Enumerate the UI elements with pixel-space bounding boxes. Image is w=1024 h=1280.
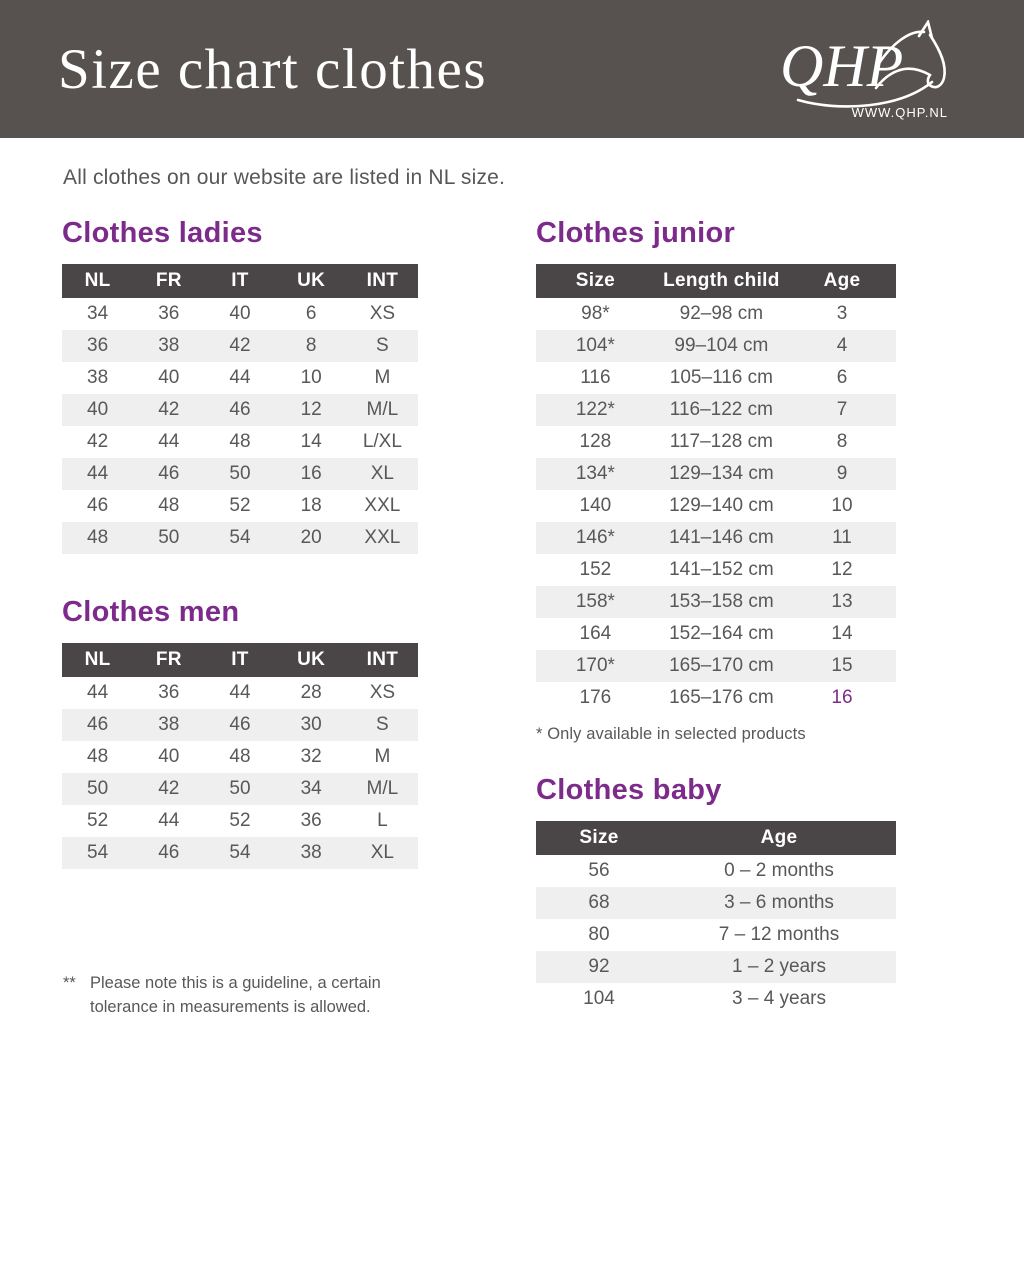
table-row xyxy=(62,677,418,709)
table-cell: 152 xyxy=(536,554,655,586)
table-cell: 30 xyxy=(276,709,347,741)
table-cell: 165–176 cm xyxy=(655,682,788,714)
table-cell: 3 – 6 months xyxy=(662,887,896,919)
table-cell: 92 xyxy=(536,951,662,983)
section-heading-junior: Clothes junior xyxy=(536,217,736,249)
column-header: FR xyxy=(133,264,204,298)
column-header: Size xyxy=(536,821,662,855)
junior-size-table xyxy=(536,264,896,714)
table-cell: XXL xyxy=(347,490,418,522)
table-row xyxy=(536,330,896,362)
table-cell: XS xyxy=(347,298,418,330)
column-header: UK xyxy=(276,264,347,298)
table-cell: 68 xyxy=(536,887,662,919)
table-cell: 117–128 cm xyxy=(655,426,788,458)
table-row xyxy=(536,426,896,458)
table-header-row xyxy=(536,821,896,855)
table-cell: 48 xyxy=(133,490,204,522)
table-cell: S xyxy=(347,330,418,362)
table-cell: 52 xyxy=(62,805,133,837)
table-cell: 152–164 cm xyxy=(655,618,788,650)
table-cell: 52 xyxy=(204,490,275,522)
column-header: IT xyxy=(204,264,275,298)
table-cell: 129–134 cm xyxy=(655,458,788,490)
table-row xyxy=(536,855,896,887)
table-row xyxy=(536,394,896,426)
section-heading-baby: Clothes baby xyxy=(536,774,722,806)
ladies-size-table xyxy=(62,264,418,554)
table-row xyxy=(536,919,896,951)
table-cell: M xyxy=(347,741,418,773)
table-row xyxy=(536,458,896,490)
table-cell: 50 xyxy=(62,773,133,805)
table-cell: 165–170 cm xyxy=(655,650,788,682)
table-cell: 12 xyxy=(788,554,896,586)
table-cell: 42 xyxy=(62,426,133,458)
column-header: Size xyxy=(536,264,655,298)
table-cell: 42 xyxy=(133,394,204,426)
table-row xyxy=(62,458,418,490)
table-cell: 141–152 cm xyxy=(655,554,788,586)
table-cell: 46 xyxy=(133,837,204,869)
table-row xyxy=(536,887,896,919)
qhp-logo-text: QHP xyxy=(780,33,904,99)
table-cell: 10 xyxy=(276,362,347,394)
table-cell: 92–98 cm xyxy=(655,298,788,330)
header-bar xyxy=(0,0,1024,138)
table-cell: 36 xyxy=(133,677,204,709)
table-cell: 12 xyxy=(276,394,347,426)
table-cell: 4 xyxy=(788,330,896,362)
column-header: NL xyxy=(62,643,133,677)
table-cell: 46 xyxy=(204,709,275,741)
table-row xyxy=(62,837,418,869)
table-cell: 40 xyxy=(133,741,204,773)
table-cell: 46 xyxy=(204,394,275,426)
table-row xyxy=(62,522,418,554)
table-cell: M/L xyxy=(347,773,418,805)
table-cell: 3 – 4 years xyxy=(662,983,896,1015)
table-cell: 6 xyxy=(788,362,896,394)
footnote-marker: ** xyxy=(63,974,76,992)
men-size-table xyxy=(62,643,418,869)
column-header: Age xyxy=(788,264,896,298)
table-cell: 15 xyxy=(788,650,896,682)
junior-footnote: * Only available in selected products xyxy=(536,725,806,743)
table-cell: 38 xyxy=(133,330,204,362)
table-cell: 44 xyxy=(62,458,133,490)
page-title: Size chart clothes xyxy=(58,37,488,101)
table-row xyxy=(62,426,418,458)
column-header: FR xyxy=(133,643,204,677)
left-column xyxy=(62,217,418,1019)
table-cell: 48 xyxy=(62,741,133,773)
table-cell: 40 xyxy=(62,394,133,426)
table-row xyxy=(62,773,418,805)
table-cell: M/L xyxy=(347,394,418,426)
table-cell: 16 xyxy=(788,682,896,714)
table-cell: 48 xyxy=(204,426,275,458)
table-cell: 170* xyxy=(536,650,655,682)
column-header: INT xyxy=(347,264,418,298)
table-cell: 1 – 2 years xyxy=(662,951,896,983)
table-cell: 141–146 cm xyxy=(655,522,788,554)
baby-size-table xyxy=(536,821,896,1015)
table-cell: 46 xyxy=(62,490,133,522)
column-header: Length child xyxy=(655,264,788,298)
table-cell: 14 xyxy=(788,618,896,650)
table-cell: 50 xyxy=(133,522,204,554)
table-cell: 54 xyxy=(204,522,275,554)
intro-text: All clothes on our website are listed in NL size. xyxy=(63,166,506,189)
table-cell: 8 xyxy=(788,426,896,458)
table-cell: 158* xyxy=(536,586,655,618)
table-cell: 134* xyxy=(536,458,655,490)
table-row xyxy=(536,618,896,650)
table-cell: XL xyxy=(347,458,418,490)
column-header: Age xyxy=(662,821,896,855)
table-cell: 3 xyxy=(788,298,896,330)
table-row xyxy=(536,298,896,330)
table-cell: 48 xyxy=(62,522,133,554)
table-row xyxy=(536,522,896,554)
table-cell: 52 xyxy=(204,805,275,837)
table-cell: 32 xyxy=(276,741,347,773)
table-row xyxy=(536,554,896,586)
table-cell: 99–104 cm xyxy=(655,330,788,362)
table-cell: 176 xyxy=(536,682,655,714)
table-row xyxy=(62,394,418,426)
table-cell: 20 xyxy=(276,522,347,554)
table-cell: 18 xyxy=(276,490,347,522)
footnote-text: Please note this is a guideline, a certain tolerance in measurements is allowed. xyxy=(90,974,381,1016)
table-cell: 6 xyxy=(276,298,347,330)
table-cell: 146* xyxy=(536,522,655,554)
table-cell: 38 xyxy=(62,362,133,394)
table-cell: 44 xyxy=(204,677,275,709)
table-cell: 40 xyxy=(133,362,204,394)
table-cell: 128 xyxy=(536,426,655,458)
table-cell: 9 xyxy=(788,458,896,490)
table-cell: 10 xyxy=(788,490,896,522)
table-row xyxy=(536,983,896,1015)
table-cell: 122* xyxy=(536,394,655,426)
table-cell: 46 xyxy=(133,458,204,490)
table-cell: 164 xyxy=(536,618,655,650)
column-header: INT xyxy=(347,643,418,677)
table-row xyxy=(536,490,896,522)
table-cell: 50 xyxy=(204,773,275,805)
table-cell: 38 xyxy=(133,709,204,741)
table-cell: 42 xyxy=(133,773,204,805)
table-cell: 44 xyxy=(133,426,204,458)
table-cell: S xyxy=(347,709,418,741)
table-cell: 116–122 cm xyxy=(655,394,788,426)
table-cell: 13 xyxy=(788,586,896,618)
table-cell: XL xyxy=(347,837,418,869)
table-cell: 16 xyxy=(276,458,347,490)
table-cell: 7 xyxy=(788,394,896,426)
table-cell: 40 xyxy=(204,298,275,330)
table-cell: 11 xyxy=(788,522,896,554)
column-header: UK xyxy=(276,643,347,677)
table-cell: 34 xyxy=(62,298,133,330)
table-cell: 7 – 12 months xyxy=(662,919,896,951)
table-cell: 44 xyxy=(204,362,275,394)
table-cell: 54 xyxy=(204,837,275,869)
section-heading-ladies: Clothes ladies xyxy=(62,217,263,249)
table-cell: 104 xyxy=(536,983,662,1015)
table-cell: 46 xyxy=(62,709,133,741)
table-cell: 48 xyxy=(204,741,275,773)
table-row xyxy=(62,741,418,773)
table-cell: M xyxy=(347,362,418,394)
table-row xyxy=(62,709,418,741)
table-header-row xyxy=(536,264,896,298)
table-cell: 36 xyxy=(62,330,133,362)
table-row xyxy=(62,805,418,837)
table-cell: 153–158 cm xyxy=(655,586,788,618)
table-cell: 44 xyxy=(62,677,133,709)
table-cell: 36 xyxy=(276,805,347,837)
qhp-logo xyxy=(780,20,960,122)
table-row xyxy=(62,298,418,330)
table-row xyxy=(536,951,896,983)
table-cell: 98* xyxy=(536,298,655,330)
table-cell: 140 xyxy=(536,490,655,522)
column-header: NL xyxy=(62,264,133,298)
table-cell: 28 xyxy=(276,677,347,709)
table-cell: 104* xyxy=(536,330,655,362)
table-cell: 54 xyxy=(62,837,133,869)
table-cell: 80 xyxy=(536,919,662,951)
table-cell: 0 – 2 months xyxy=(662,855,896,887)
table-row xyxy=(62,330,418,362)
table-cell: 116 xyxy=(536,362,655,394)
table-cell: 36 xyxy=(133,298,204,330)
table-row xyxy=(62,490,418,522)
table-cell: L xyxy=(347,805,418,837)
table-row xyxy=(536,650,896,682)
table-cell: L/XL xyxy=(347,426,418,458)
table-cell: 42 xyxy=(204,330,275,362)
table-cell: 8 xyxy=(276,330,347,362)
table-row xyxy=(62,362,418,394)
table-cell: 129–140 cm xyxy=(655,490,788,522)
right-column xyxy=(536,217,896,1015)
table-header-row xyxy=(62,264,418,298)
section-heading-men: Clothes men xyxy=(62,596,240,628)
table-row xyxy=(536,586,896,618)
table-cell: 44 xyxy=(133,805,204,837)
table-cell: 34 xyxy=(276,773,347,805)
tolerance-footnote xyxy=(63,971,418,1019)
table-row xyxy=(536,682,896,714)
table-cell: 105–116 cm xyxy=(655,362,788,394)
table-header-row xyxy=(62,643,418,677)
table-row xyxy=(536,362,896,394)
qhp-url-text: WWW.QHP.NL xyxy=(851,105,948,120)
table-cell: XXL xyxy=(347,522,418,554)
qhp-horse-logo xyxy=(780,20,960,122)
column-header: IT xyxy=(204,643,275,677)
table-cell: 14 xyxy=(276,426,347,458)
table-cell: XS xyxy=(347,677,418,709)
table-cell: 50 xyxy=(204,458,275,490)
table-cell: 56 xyxy=(536,855,662,887)
table-cell: 38 xyxy=(276,837,347,869)
